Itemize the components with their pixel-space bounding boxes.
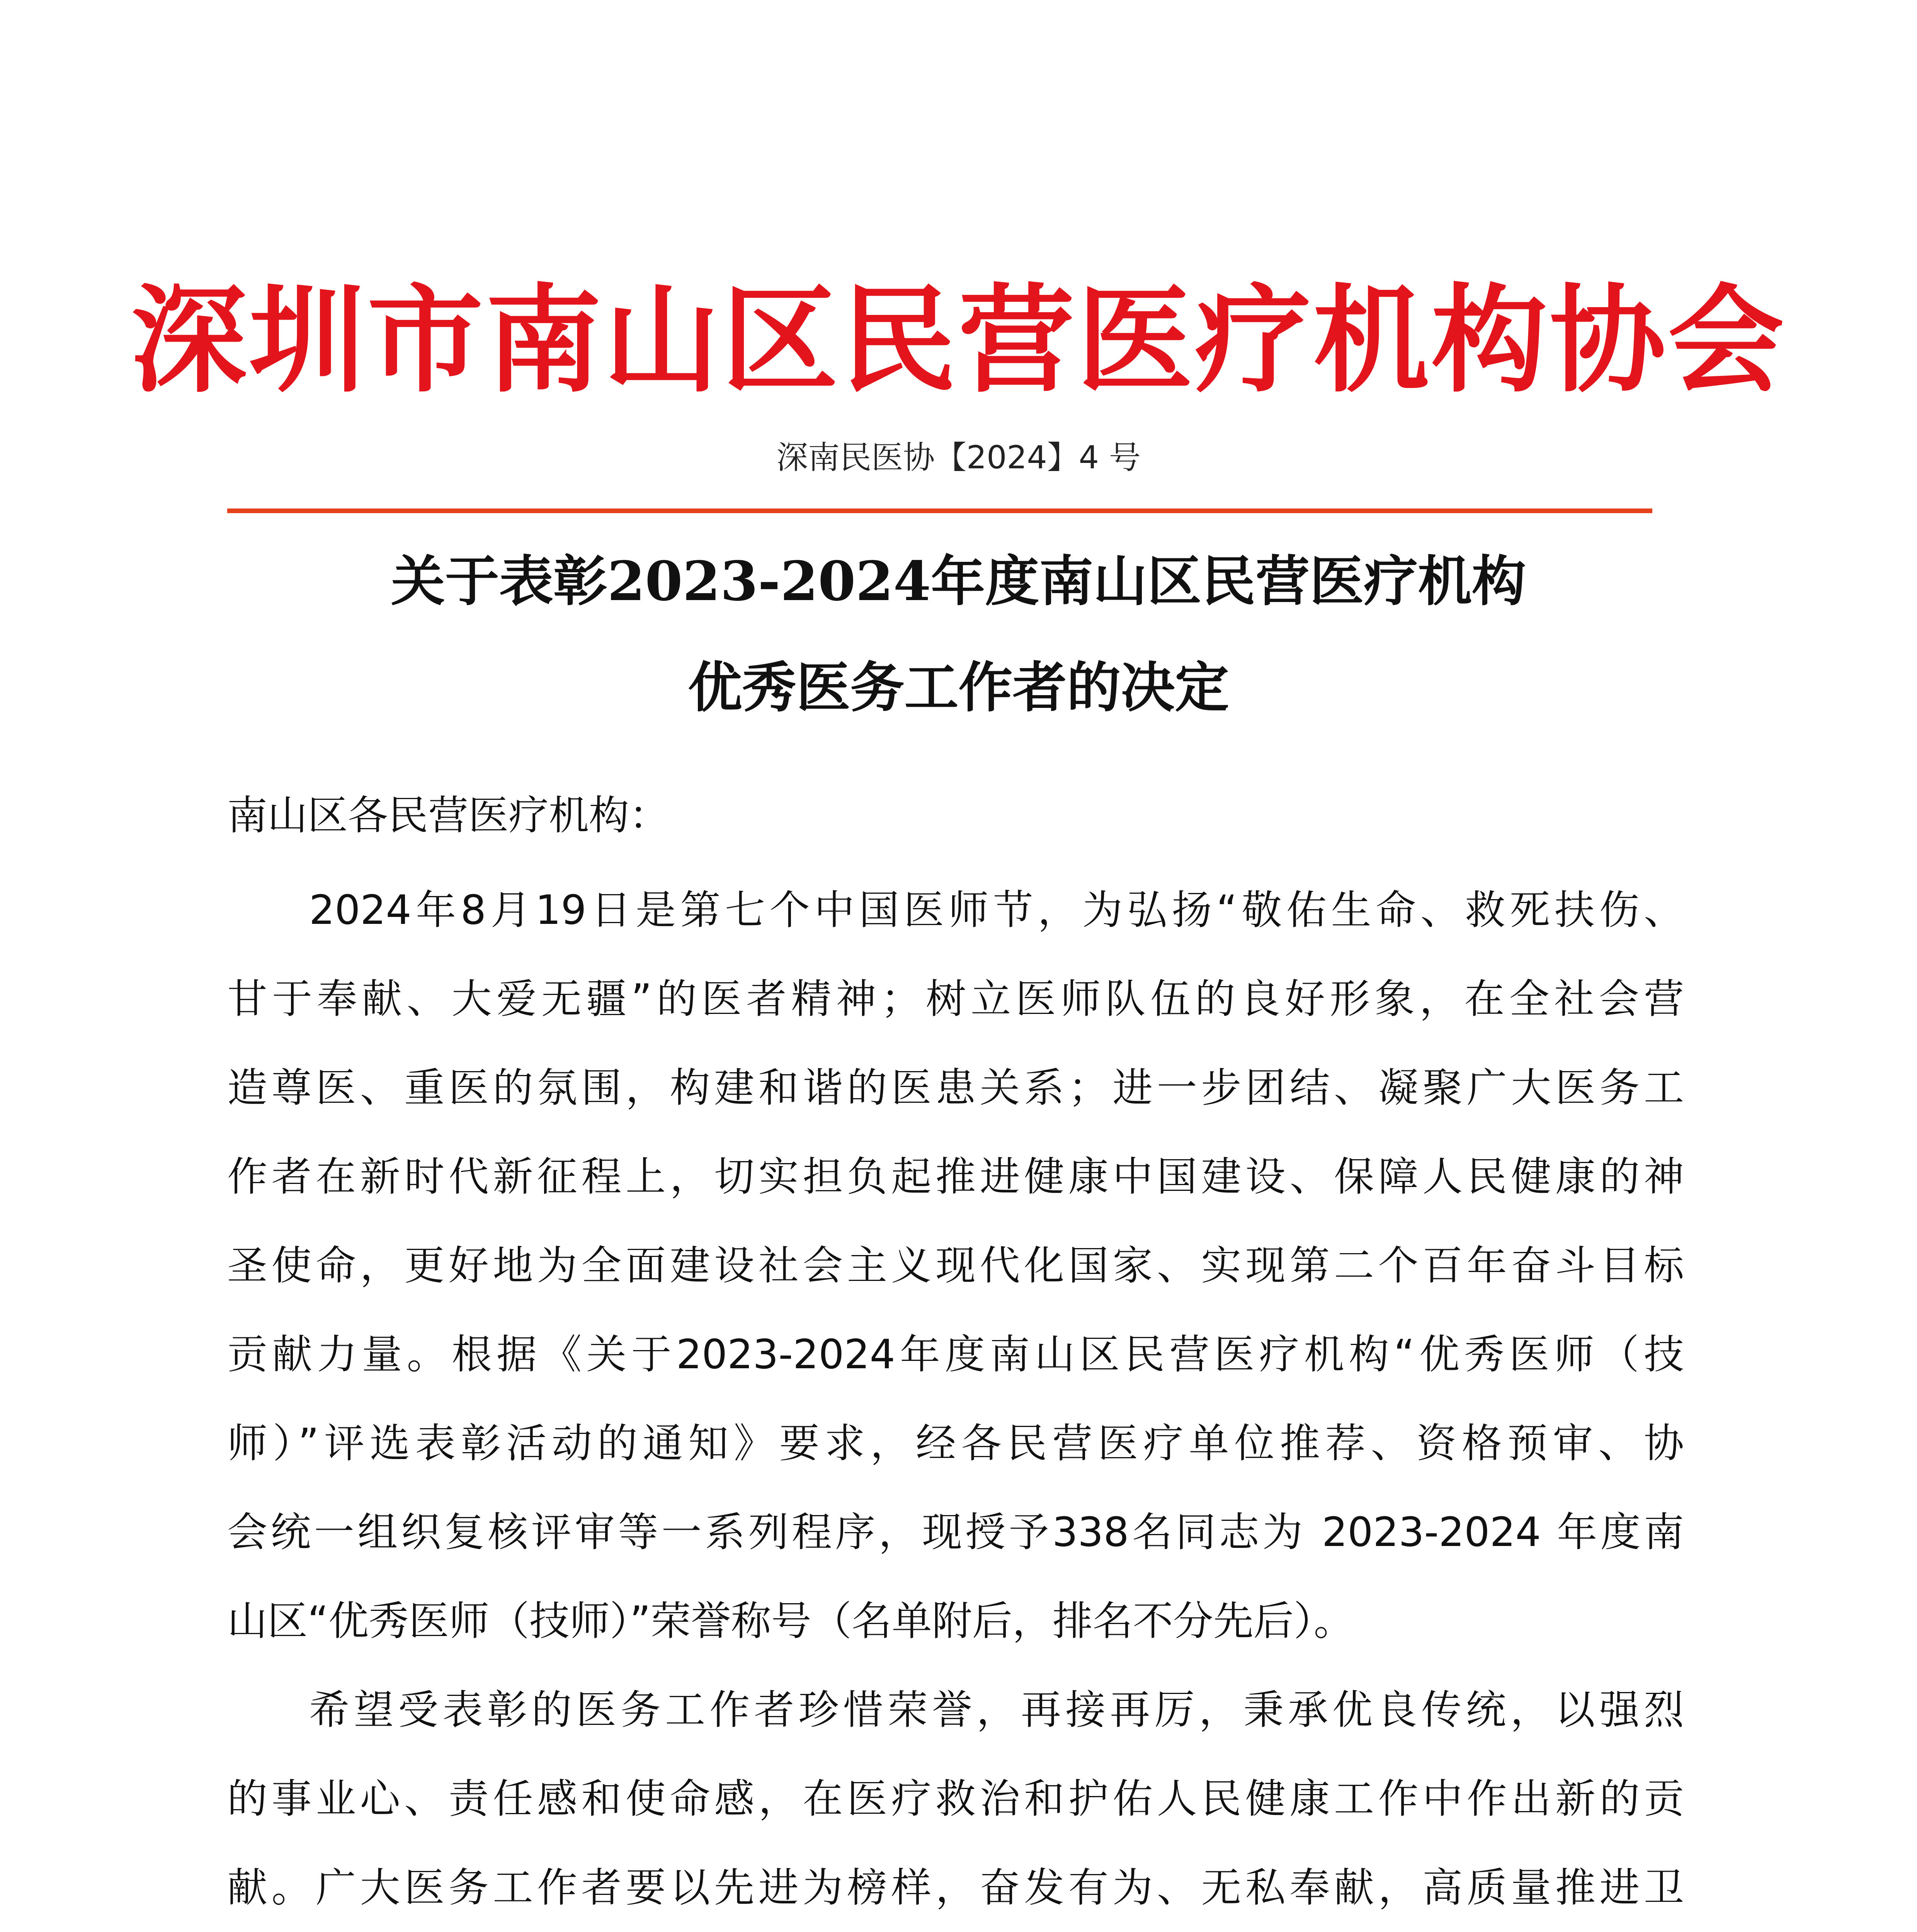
paragraph-line: 献。广大医务工作者要以先进为榜样，奋发有为、无私奉献，高质量推进卫 <box>227 1864 1684 1911</box>
red-divider <box>227 509 1652 513</box>
paragraph-line: 2024年8月19日是第七个中国医师节，为弘扬“敬佑生命、救死扶伤、 <box>309 886 1684 934</box>
paragraph-line: 师）”评选表彰活动的通知》要求，经各民营医疗单位推荐、资格预审、协 <box>227 1420 1684 1467</box>
paragraph-line: 山区“优秀医师（技师）”荣誉称号（名单附后，排名不分先后）。 <box>227 1597 1354 1645</box>
paragraph-line: 贡献力量。根据《关于2023-2024年度南山区民营医疗机构“优秀医师（技 <box>227 1331 1684 1378</box>
letterhead-org-name: 深圳市南山区民营医疗机构协会 <box>131 272 1786 408</box>
paragraph-line: 造尊医、重医的氛围，构建和谐的医患关系；进一步团结、凝聚广大医务工 <box>227 1064 1684 1111</box>
document-title-line-1: 关于表彰2023-2024年度南山区民营医疗机构 <box>391 550 1526 613</box>
paragraph-line: 会统一组织复核评审等一系列程序，现授予338名同志为 2023-2024 年度南 <box>227 1509 1684 1556</box>
paragraph-line: 希望受表彰的医务工作者珍惜荣誉，再接再厉，秉承优良传统，以强烈 <box>309 1686 1684 1733</box>
paragraph-line: 的事业心、责任感和使命感，在医疗救治和护佑人民健康工作中作出新的贡 <box>227 1775 1684 1822</box>
paragraph-line: 作者在新时代新征程上，切实担负起推进健康中国建设、保障人民健康的神 <box>227 1153 1684 1200</box>
document-title-line-2: 优秀医务工作者的决定 <box>688 656 1229 719</box>
document-number: 深南民医协【2024】4 号 <box>776 439 1141 476</box>
paragraph-line: 甘于奉献、大爱无疆”的医者精神；树立医师队伍的良好形象，在全社会营 <box>227 975 1684 1022</box>
salutation: 南山区各民营医疗机构： <box>227 792 670 839</box>
paragraph-line: 圣使命，更好地为全面建设社会主义现代化国家、实现第二个百年奋斗目标 <box>227 1242 1684 1289</box>
